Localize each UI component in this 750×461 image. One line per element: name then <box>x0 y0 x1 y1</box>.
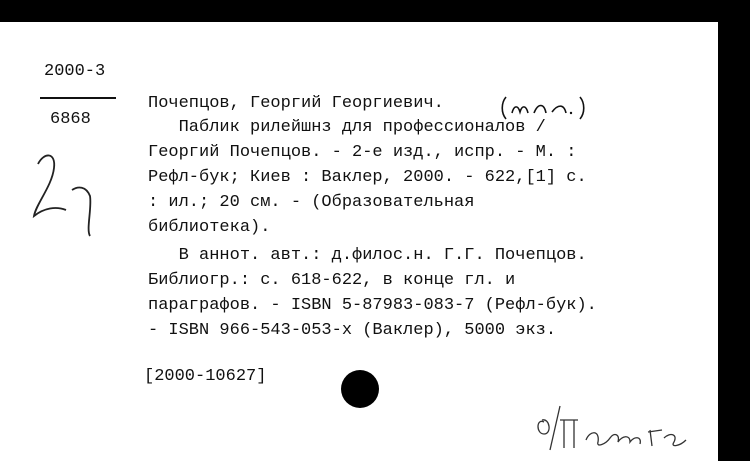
registration-number: [2000-10627] <box>144 367 267 386</box>
call-number-bottom: 6868 <box>50 110 91 129</box>
catalog-card <box>0 22 718 461</box>
entry-line-3: Рефл-бук; Киев : Ваклер, 2000. - 622,[1] с. <box>148 168 587 187</box>
call-number-divider <box>40 97 116 99</box>
entry-line-6: В аннот. авт.: д.филос.н. Г.Г. Почепцов. <box>148 246 587 265</box>
entry-heading: Почепцов, Георгий Георгиевич. <box>148 94 444 113</box>
entry-line-5: библиотека). <box>148 218 271 237</box>
entry-line-1: Паблик рилейшнз для профессионалов / <box>148 118 546 137</box>
entry-line-2: Георгий Почепцов. - 2-е изд., испр. - М. : <box>148 143 577 162</box>
handwritten-left-mark <box>26 146 106 246</box>
entry-line-7: Библиогр.: с. 618-622, в конце гл. и <box>148 271 516 290</box>
handwritten-date <box>530 400 700 460</box>
punch-hole <box>341 370 379 408</box>
entry-line-9: - ISBN 966-543-053-х (Ваклер), 5000 экз. <box>148 321 557 340</box>
entry-line-4: : ил.; 20 см. - (Образовательная <box>148 193 475 212</box>
call-number-top: 2000-3 <box>44 62 106 81</box>
entry-line-8: параграфов. - ISBN 5-87983-083-7 (Рефл-бук). <box>148 296 597 315</box>
